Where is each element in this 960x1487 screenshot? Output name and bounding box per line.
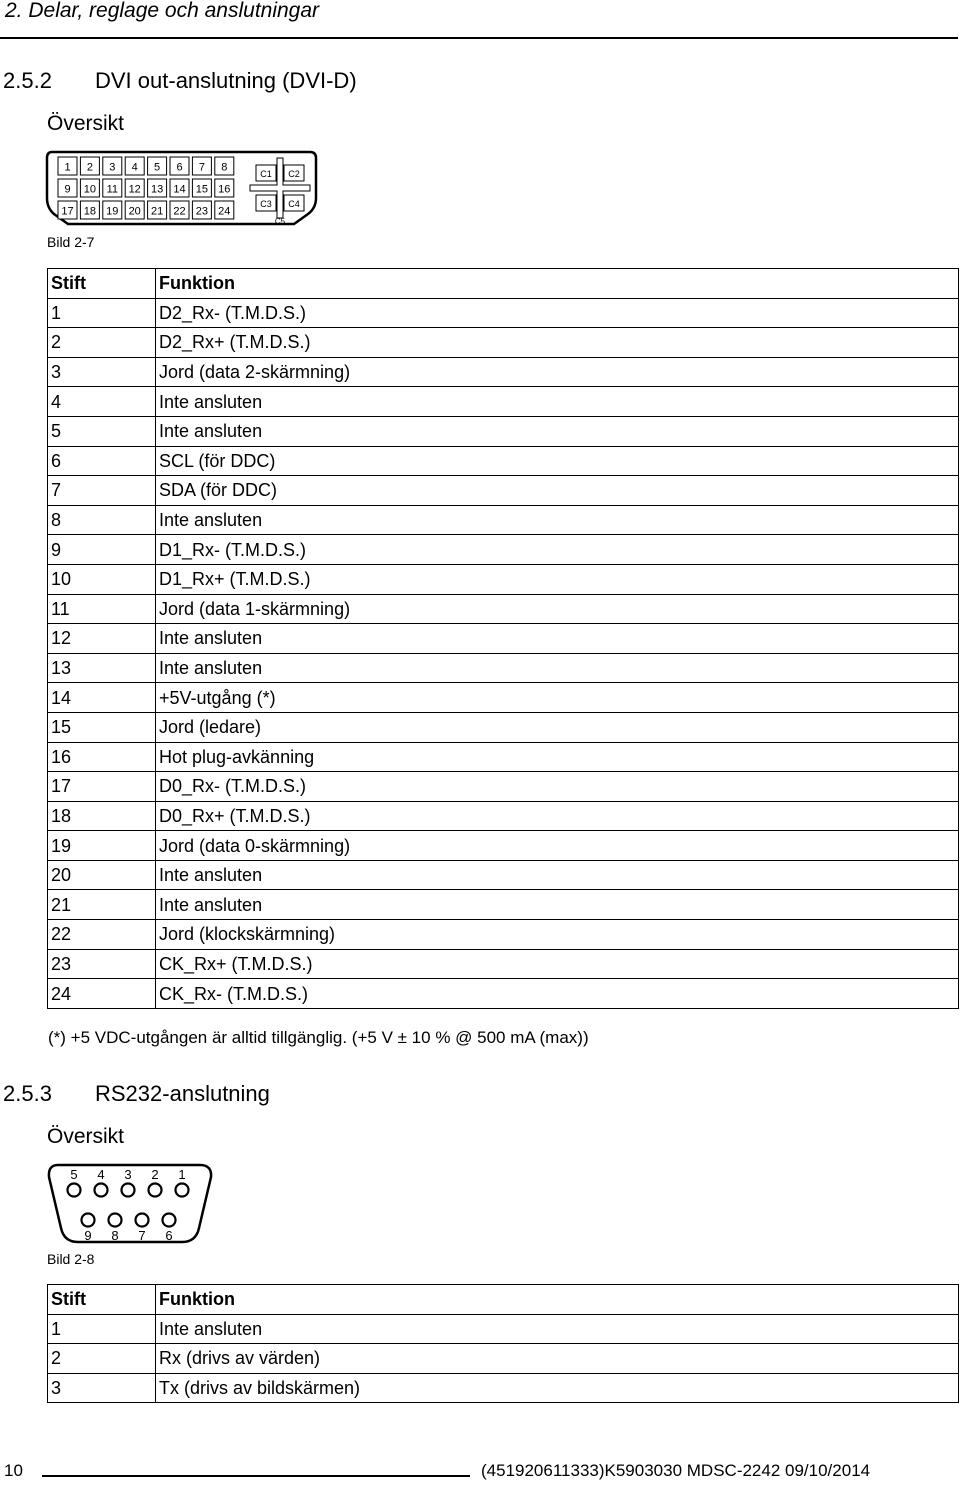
table-row [48, 712, 959, 742]
column-header-pin: Stift [48, 269, 156, 299]
pin-number-cell: 19 [48, 831, 156, 861]
dvi-pin-label: 13 [150, 183, 164, 196]
pin-function-cell: Inte ansluten [156, 653, 959, 683]
pin-number-cell: 1 [48, 1314, 156, 1344]
dvi-pin-label: 18 [83, 205, 97, 218]
column-header-function: Funktion [156, 269, 959, 299]
rs232-overview-heading: Översikt [47, 1125, 125, 1148]
pin-number-cell: 5 [48, 416, 156, 446]
dvi-pin-label: 11 [106, 183, 119, 196]
table-row [48, 949, 959, 979]
pin-function-cell: D1_Rx- (T.M.D.S.) [156, 535, 959, 565]
pin-function-cell: SCL (för DDC) [156, 446, 959, 476]
rs232-pin-circle [68, 1184, 81, 1197]
table-row [48, 476, 959, 506]
table-row [48, 298, 959, 328]
rs232-pin-label: 5 [70, 1167, 78, 1182]
rs232-figure-caption: Bild 2-8 [47, 1251, 95, 1267]
rs232-pin-circle [95, 1184, 108, 1197]
rs232-pin-circle [109, 1214, 122, 1227]
pin-function-cell: D2_Rx+ (T.M.D.S.) [156, 328, 959, 358]
pin-function-cell: D1_Rx+ (T.M.D.S.) [156, 564, 959, 594]
pin-number-cell: 4 [48, 387, 156, 417]
table-row [48, 920, 959, 950]
header-divider [0, 37, 958, 39]
pin-function-cell: Rx (drivs av värden) [156, 1344, 959, 1374]
pin-function-cell: Jord (klockskärmning) [156, 920, 959, 950]
table-row [48, 1314, 959, 1344]
pin-function-cell: Hot plug-avkänning [156, 742, 959, 772]
pin-number-cell: 17 [48, 772, 156, 802]
pin-number-cell: 18 [48, 801, 156, 831]
rs232-section-heading [3, 1081, 270, 1107]
dvi-section-heading [3, 68, 357, 94]
pin-number-cell: 12 [48, 624, 156, 654]
rs232-pin-circle [149, 1184, 162, 1197]
pin-function-cell: Inte ansluten [156, 890, 959, 920]
table-row [48, 624, 959, 654]
dvi-footnote: (*) +5 VDC-utgången är alltid tillgänglig. (+5 V ± 10 % @ 500 mA (max)) [48, 1028, 589, 1047]
table-row [48, 683, 959, 713]
pin-function-cell: Jord (data 1-skärmning) [156, 594, 959, 624]
pin-function-cell: Inte ansluten [156, 624, 959, 654]
rs232-pin-label: 2 [151, 1167, 159, 1182]
dvi-pin-label: 24 [218, 205, 231, 218]
rs232-pin-circle [136, 1214, 149, 1227]
dvi-section-number: 2.5.2 [3, 68, 52, 93]
rs232-pin-label: 6 [165, 1228, 173, 1243]
table-row [48, 772, 959, 802]
rs232-pin-label: 4 [97, 1167, 105, 1182]
dvi-c1-label: C1 [260, 169, 272, 179]
pin-function-cell: Jord (data 0-skärmning) [156, 831, 959, 861]
dvi-overview-heading: Översikt [47, 112, 125, 135]
pin-number-cell: 1 [48, 298, 156, 328]
pin-number-cell: 15 [48, 712, 156, 742]
dvi-pin-label: 21 [150, 205, 164, 218]
dvi-pin-label: 3 [109, 161, 116, 174]
page-number: 10 [4, 1461, 23, 1480]
table-row [48, 653, 959, 683]
table-header-row [48, 1285, 959, 1315]
pin-function-cell: D0_Rx- (T.M.D.S.) [156, 772, 959, 802]
dvi-pin-label: 16 [218, 183, 231, 196]
pin-function-cell: +5V-utgång (*) [156, 683, 959, 713]
pin-function-cell: SDA (för DDC) [156, 476, 959, 506]
table-row [48, 594, 959, 624]
pin-number-cell: 2 [48, 328, 156, 358]
rs232-pin-circle [176, 1184, 189, 1197]
dvi-c3-label: C3 [260, 199, 272, 209]
rs232-pin-circle [122, 1184, 135, 1197]
pin-number-cell: 11 [48, 594, 156, 624]
table-row [48, 831, 959, 861]
dvi-pin-label: 20 [128, 205, 141, 218]
pin-number-cell: 2 [48, 1344, 156, 1374]
pin-function-cell: Tx (drivs av bildskärmen) [156, 1373, 959, 1403]
table-row [48, 890, 959, 920]
table-row [48, 801, 959, 831]
pin-number-cell: 10 [48, 564, 156, 594]
dvi-pin-label: 4 [131, 161, 138, 174]
dvi-section-title: DVI out-anslutning (DVI-D) [95, 68, 357, 93]
table-row [48, 535, 959, 565]
rs232-pin-circle [82, 1214, 95, 1227]
dvi-c4-label: C4 [288, 199, 300, 209]
dvi-pin-label: 6 [176, 161, 183, 174]
document-reference: (451920611333)K5903030 MDSC-2242 09/10/2014 [481, 1461, 871, 1480]
dvi-pin-label: 1 [64, 161, 71, 174]
dvi-figure-caption: Bild 2-7 [47, 234, 95, 250]
pin-function-cell: CK_Rx+ (T.M.D.S.) [156, 949, 959, 979]
pin-number-cell: 6 [48, 446, 156, 476]
table-row [48, 328, 959, 358]
pin-number-cell: 3 [48, 357, 156, 387]
dvi-pin-label: 14 [173, 183, 186, 196]
dvi-pin-label: 19 [106, 205, 119, 218]
table-row [48, 387, 959, 417]
pin-number-cell: 7 [48, 476, 156, 506]
table-row [48, 416, 959, 446]
pin-number-cell: 14 [48, 683, 156, 713]
pin-function-cell: Inte ansluten [156, 860, 959, 890]
rs232-pin-label: 8 [111, 1228, 119, 1243]
rs232-connector-diagram [44, 1162, 216, 1248]
rs232-pin-label: 9 [84, 1228, 92, 1243]
dvi-pin-label: 22 [173, 205, 186, 218]
running-header: 2. Delar, reglage och anslutningar [5, 0, 320, 22]
dvi-c5-label: C5 [274, 217, 286, 226]
pin-function-cell: CK_Rx- (T.M.D.S.) [156, 979, 959, 1009]
pin-number-cell: 9 [48, 535, 156, 565]
footer-divider [42, 1475, 470, 1477]
dvi-pin-label: 5 [154, 161, 161, 174]
dvi-connector-diagram [44, 150, 320, 230]
column-header-function: Funktion [156, 1285, 959, 1315]
table-row [48, 860, 959, 890]
dvi-pin-label: 23 [195, 205, 209, 218]
pin-number-cell: 8 [48, 505, 156, 535]
rs232-pin-label: 1 [178, 1167, 186, 1182]
pin-number-cell: 22 [48, 920, 156, 950]
column-header-pin: Stift [48, 1285, 156, 1315]
pin-function-cell: Inte ansluten [156, 505, 959, 535]
dvi-c2-label: C2 [288, 169, 300, 179]
dvi-pin-label: 15 [195, 183, 209, 196]
pin-number-cell: 3 [48, 1373, 156, 1403]
pin-function-cell: Jord (data 2-skärmning) [156, 357, 959, 387]
dvi-pin-label: 10 [83, 183, 97, 196]
table-row [48, 357, 959, 387]
rs232-section-title: RS232-anslutning [95, 1081, 270, 1106]
dvi-pin-label: 7 [198, 161, 205, 174]
dvi-pin-label: 2 [86, 161, 93, 174]
dvi-pin-label: 12 [128, 183, 141, 196]
table-row [48, 742, 959, 772]
pin-number-cell: 21 [48, 890, 156, 920]
dvi-pin-table [47, 268, 959, 1009]
pin-function-cell: D2_Rx- (T.M.D.S.) [156, 298, 959, 328]
rs232-pin-table [47, 1284, 959, 1403]
table-row [48, 446, 959, 476]
table-row [48, 1373, 959, 1403]
pin-number-cell: 16 [48, 742, 156, 772]
table-row [48, 564, 959, 594]
table-row [48, 1344, 959, 1374]
pin-number-cell: 24 [48, 979, 156, 1009]
pin-function-cell: Jord (ledare) [156, 712, 959, 742]
table-header-row [48, 269, 959, 299]
pin-number-cell: 20 [48, 860, 156, 890]
rs232-pin-label: 3 [124, 1167, 132, 1182]
pin-function-cell: Inte ansluten [156, 387, 959, 417]
pin-function-cell: Inte ansluten [156, 1314, 959, 1344]
pin-number-cell: 23 [48, 949, 156, 979]
dvi-pin-label: 17 [61, 205, 74, 218]
rs232-pin-circle [163, 1214, 176, 1227]
dvi-pin-label: 8 [221, 161, 228, 174]
table-row [48, 979, 959, 1009]
rs232-pin-label: 7 [138, 1228, 146, 1243]
rs232-section-number: 2.5.3 [3, 1081, 52, 1106]
table-row [48, 505, 959, 535]
pin-number-cell: 13 [48, 653, 156, 683]
pin-function-cell: Inte ansluten [156, 416, 959, 446]
pin-function-cell: D0_Rx+ (T.M.D.S.) [156, 801, 959, 831]
dvi-pin-label: 9 [64, 183, 71, 196]
